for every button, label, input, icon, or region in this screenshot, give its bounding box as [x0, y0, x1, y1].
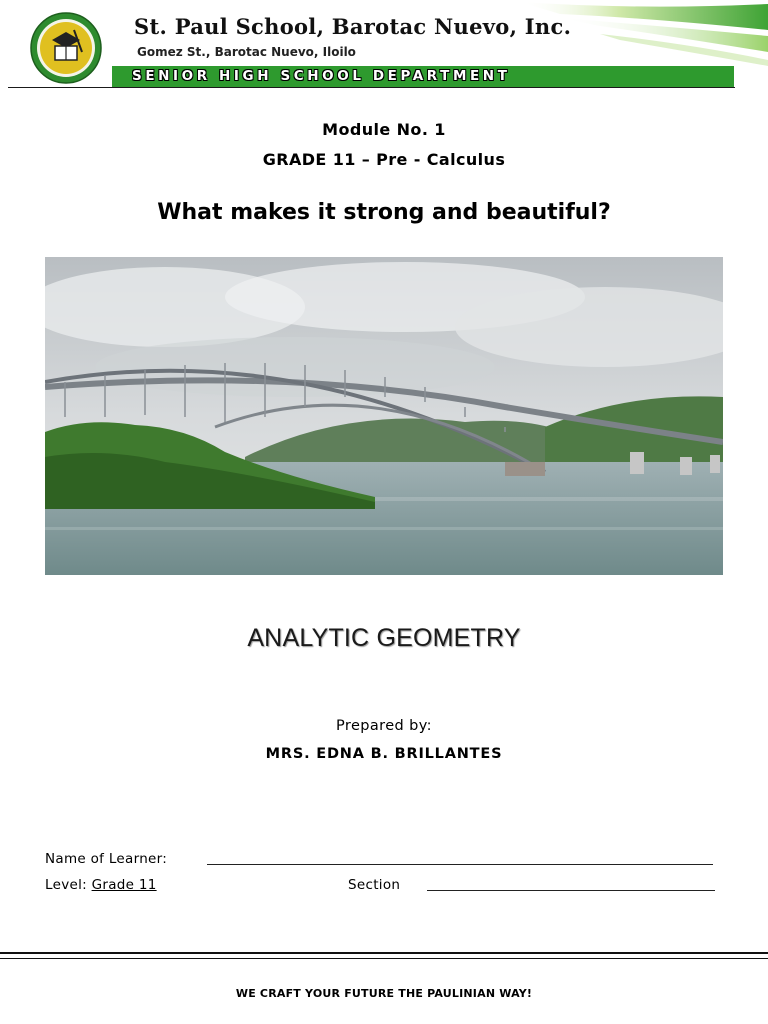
header-divider: [8, 87, 735, 88]
department-title: SENIOR HIGH SCHOOL DEPARTMENT: [132, 68, 511, 84]
bridge-photo: [45, 257, 723, 575]
level-value: Grade 11: [91, 877, 157, 893]
footer-divider-thick: [0, 952, 768, 954]
learner-name-blank: [207, 864, 713, 865]
school-header: [0, 0, 768, 92]
grade-subject: GRADE 11 – Pre - Calculus: [262, 150, 506, 169]
learner-name-label: Name of Learner:: [45, 851, 168, 867]
module-headline: What makes it strong and beautiful?: [157, 200, 611, 225]
section-label: Section: [348, 877, 401, 893]
level-field: [45, 877, 157, 893]
school-seal-logo: [30, 12, 102, 84]
school-motto: WE CRAFT YOUR FUTURE THE PAULINIAN WAY!: [235, 987, 533, 1000]
school-address: Gomez St., Barotac Nuevo, Iloilo: [137, 45, 356, 59]
section-blank: [427, 890, 715, 891]
school-name: St. Paul School, Barotac Nuevo, Inc.: [134, 14, 572, 39]
prepared-by-label: Prepared by:: [336, 718, 432, 734]
subject-title: ANALYTIC GEOMETRY: [247, 624, 521, 652]
author-name: MRS. EDNA B. BRILLANTES: [265, 746, 503, 762]
footer-divider-thin: [0, 958, 768, 959]
level-label: Level:: [45, 877, 87, 893]
module-number: Module No. 1: [322, 120, 446, 139]
